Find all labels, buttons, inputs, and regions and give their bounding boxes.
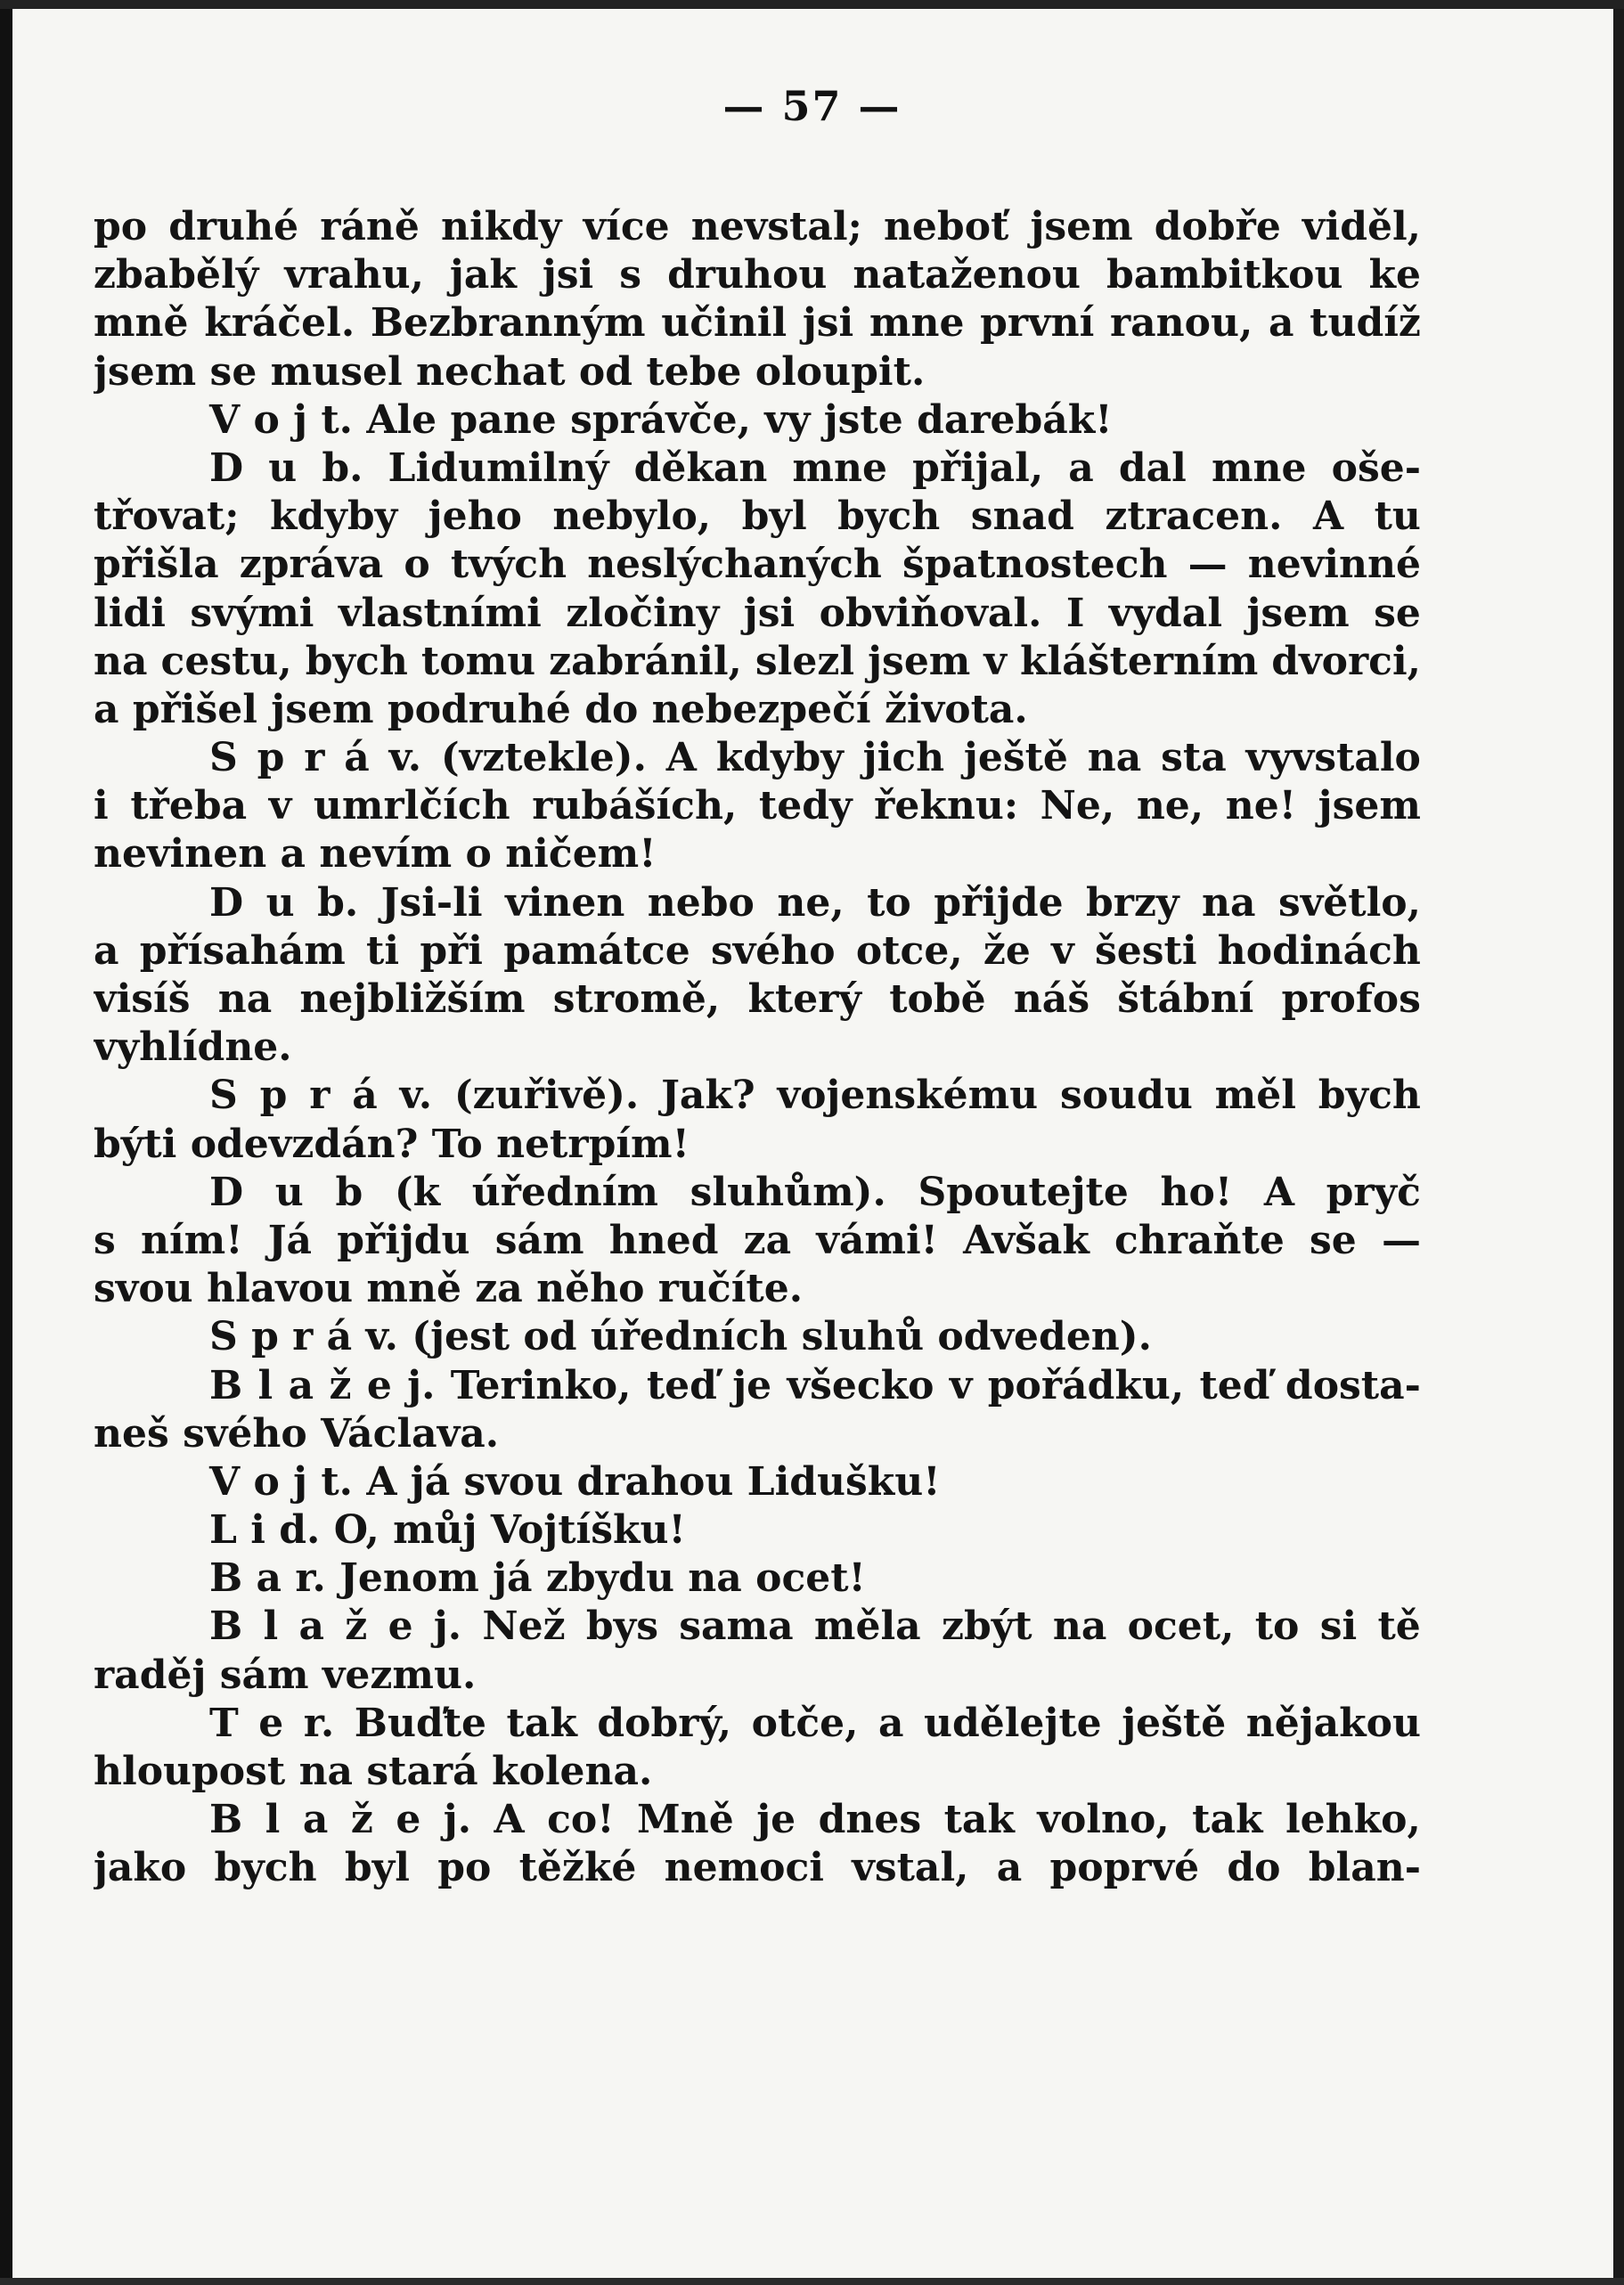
text-line: mně kráčel. Bezbranným učinil jsi mne první ranou, a tudíž <box>94 300 1421 347</box>
page-number: — 57 — <box>722 82 902 130</box>
text-line: V o j t. A já svou drahou Lidušku! <box>209 1458 941 1505</box>
text-line: raděj sám vezmu. <box>94 1652 477 1698</box>
text-line: na cestu, bych tomu zabránil, slezl jsem v klášterním dvorci, <box>94 638 1421 684</box>
text-line: B l a ž e j. A co! Mně je dnes tak volno, tak lehko, <box>209 1797 1421 1843</box>
text-line: B a r. Jenom já zbydu na ocet! <box>209 1555 866 1602</box>
text-line: po druhé ráně nikdy více nevstal; neboť jsem dobře viděl, <box>94 204 1421 249</box>
text-line: a přišel jsem podruhé do nebezpečí života. <box>94 686 1028 732</box>
text-line: L i d. O, můj Vojtíšku! <box>209 1507 686 1554</box>
text-line: přišla zpráva o tvých neslýchaných špatnostech — nevinné <box>94 542 1421 588</box>
text-line: lidi svými vlastními zločiny jsi obviňoval. I vydal jsem se <box>94 590 1421 636</box>
text-line: T e r. Buďte tak dobrý, otče, a udělejte ještě nějakou <box>209 1700 1421 1746</box>
page-top-edge <box>0 0 1624 9</box>
text-line: S p r á v. (jest od úředních sluhů odveden). <box>209 1314 1152 1360</box>
text-line: zbabělý vrahu, jak jsi s druhou nataženou bambitkou ke <box>94 252 1421 298</box>
text-line: S p r á v. (zuřivě). Jak? vojenskému soudu měl bych <box>209 1073 1421 1119</box>
text-line: V o j t. Ale pane správče, vy jste darebák! <box>209 396 1113 443</box>
page-right-edge <box>1613 0 1624 2285</box>
body-text <box>94 203 1421 1893</box>
text-line: D u b (k úředním sluhům). Spoutejte ho! A pryč <box>209 1169 1421 1215</box>
text-line: s ním! Já přijdu sám hned za vámi! Avšak chraňte se — <box>94 1217 1421 1263</box>
text-line: třovat; kdyby jeho nebylo, byl bych snad ztracen. A tu <box>94 494 1421 540</box>
text-line: B l a ž e j. Než bys sama měla zbýt na ocet, to si tě <box>209 1604 1421 1650</box>
page-left-edge <box>0 0 12 2285</box>
text-line: vyhlídne. <box>94 1024 292 1071</box>
text-line: i třeba v umrlčích rubáších, tedy řeknu: Ne, ne, ne! jsem <box>94 783 1421 829</box>
text-line: D u b. Jsi-li vinen nebo ne, to přijde brzy na světlo, <box>209 879 1421 926</box>
text-line: jsem se musel nechat od tebe oloupit. <box>94 348 926 395</box>
text-line: jako bych byl po těžké nemoci vstal, a poprvé do blan- <box>94 1845 1421 1891</box>
text-line: S p r á v. (vztekle). A kdyby jich ještě na sta vyvstalo <box>209 735 1421 781</box>
text-line: visíš na nejbližším stromě, který tobě náš štábní profos <box>94 976 1421 1022</box>
text-line: D u b. Lidumilný děkan mne přijal, a dal mne oše- <box>209 445 1421 491</box>
page-bottom-edge <box>0 2278 1624 2285</box>
text-line: svou hlavou mně za něho ručíte. <box>94 1266 804 1312</box>
text-line: nevinen a nevím o ničem! <box>94 831 657 877</box>
text-line: B l a ž e j. Terinko, teď je všecko v pořádku, teď dosta- <box>209 1362 1421 1408</box>
text-line: a přísahám ti při památce svého otce, že v šesti hodinách <box>94 927 1421 974</box>
text-line: býti odevzdán? To netrpím! <box>94 1121 690 1167</box>
text-line: hloupost na stará kolena. <box>94 1749 653 1794</box>
text-line: neš svého Václava. <box>94 1410 500 1457</box>
